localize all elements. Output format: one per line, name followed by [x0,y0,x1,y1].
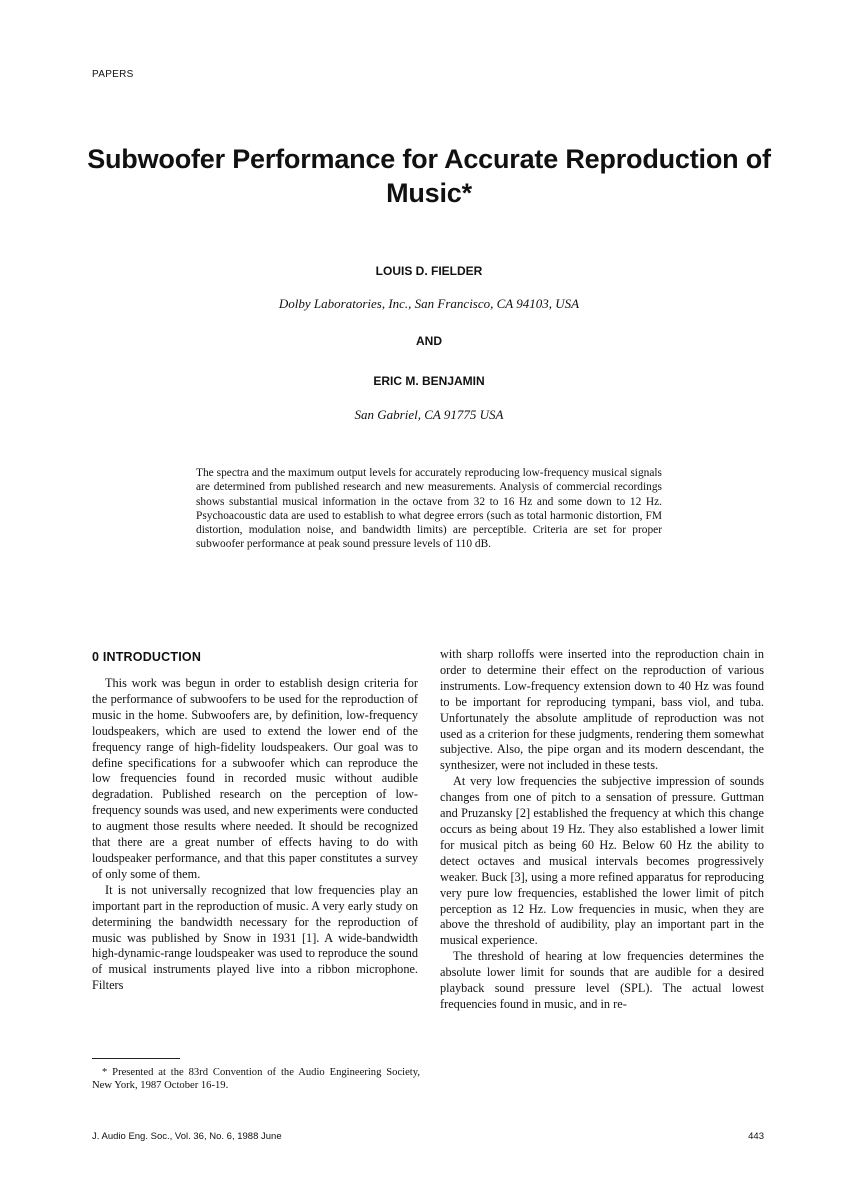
author-affiliation: Dolby Laboratories, Inc., San Francisco, CA 94103, USA [278,296,580,311]
body-paragraph: The threshold of hearing at low frequencies determines the absolute lower limit for sounds that are audible for a desired playback sound pressure level (SPL). The actual lowest frequencies found in music, and in re- [440,949,764,1011]
paper-title: Subwoofer Performance for Accurate Reproduction of Music* [87,144,771,208]
footnote: * Presented at the 83rd Convention of the Audio Engineering Society, New York, 1987 October 16-19. [92,1067,420,1091]
author-affiliation: San Gabriel, CA 91775 USA [354,407,504,422]
body-paragraph: This work was begun in order to establish design criteria for the performance of subwoofers to be used for the reproduction of music in the home. Subwoofers are, by definition, low-frequency loudspeakers, which are used to extend the lower end of the frequency range of high-fidelity loudspeakers. Our goal was to define specifications for a subwoofer which can reproduce the low frequencies found in recorded music without audible degradation. Published research on the perception of low-frequency sounds was used, and new experiments were conducted to augment those results where needed. It should be recognized that there are a great number of effects having to do with loudspeaker performance, and that this paper constitutes a survey of only some of them. [92,676,418,881]
body-paragraph: with sharp rolloffs were inserted into the reproduction chain in order to determine their effect on the reproduction of various instruments. Low-frequency extension down to 40 Hz was found to be important for reproducing tympani, bass viol, and tuba. Unfortunately the absolute amplitude of reproduction was not used as a criterion for these judgments, rendering them somewhat subjective. Also, the pipe organ and its modern descendant, the synthesizer, were not included in these tests. [440,647,764,773]
footnote-divider [92,1058,180,1059]
body-column-left [92,650,418,994]
page-number: 443 [748,1131,764,1142]
section-label: PAPERS [92,69,134,80]
section-heading: 0 INTRODUCTION [92,650,202,664]
body-column-right [440,647,764,1013]
abstract: The spectra and the maximum output levels for accurately reproducing low-frequency musical signals are determined from published research and new measurements. Analysis of commercial recordings shows substantial musical information in the octave from 32 to 16 Hz and some down to 12 Hz. Psychoacoustic data are used to establish to what degree errors (such as total harmonic distortion, FM distortion, modulation noise, and bandwidth limits) are perceptible. Criteria are set for proper subwoofer performance at peak sound pressure levels of 110 dB. [196,467,662,551]
author-name: LOUIS D. FIELDER [375,264,483,278]
body-paragraph: It is not universally recognized that low frequencies play an important part in the reproduction of music. A very early study on determining the bandwidth necessary for the reproduction of music was published by Snow in 1931 [1]. A wide-bandwidth high-dynamic-range loudspeaker was used to reproduce the sound of musical instruments played live into a ribbon microphone. Filters [92,882,418,993]
body-paragraph: At very low frequencies the subjective impression of sounds changes from one of pitch to a sensation of pressure. Guttman and Pruzansky [2] established the frequency at which this change occurs as being about 19 Hz. They also established a lower limit for musical pitch as being 60 Hz. Below 60 Hz the ability to detect octaves and musical intervals becomes progressively weaker. Buck [3], using a more refined apparatus for reproducing very pure low frequencies, established the lower limit of pitch perception as 12 Hz. Low frequencies in music, when they are above the threshold of audibility, play an important part in the musical experience. [440,774,764,948]
author-name: ERIC M. BENJAMIN [373,374,485,388]
author-separator: AND [416,334,442,348]
journal-citation: J. Audio Eng. Soc., Vol. 36, No. 6, 1988 June [92,1131,282,1142]
